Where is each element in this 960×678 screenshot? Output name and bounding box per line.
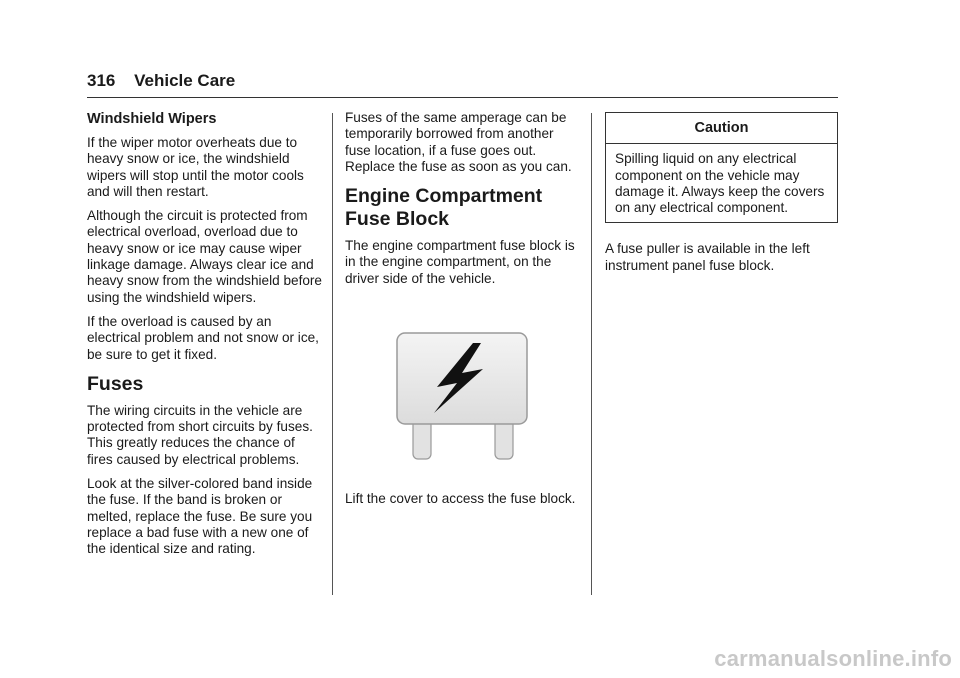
fuse-lightning-icon (345, 325, 580, 475)
column-divider-1 (332, 113, 333, 595)
engine-fuse-block-heading: Engine Compartment Fuse Block (345, 185, 543, 231)
column-1 (87, 110, 322, 566)
watermark: carmanualsonline.info (714, 646, 952, 671)
fuses-paragraph-1: The wiring circuits in the vehicle are protected from short circuits by fuses. This greatly reduces the chance of fires caused by electrical problems. (87, 402, 313, 467)
fuses-paragraph-2: Look at the silver-colored band inside the fuse. If the band is broken or melted, replace the fuse. Be sure you replace a bad fuse with a new one of the identical size and rating. (87, 476, 313, 557)
column-3 (605, 110, 838, 282)
engine-fuse-block-paragraph: The engine compartment fuse block is in the engine compartment, on the driver side of the vehicle. (345, 238, 575, 286)
lift-cover-paragraph: Lift the cover to access the fuse block. (345, 491, 576, 507)
fuses-heading: Fuses (87, 372, 144, 395)
header-rule (87, 97, 838, 98)
wipers-paragraph-3: If the overload is caused by an electrical problem and not snow or ice, be sure to get it fixed. (87, 313, 319, 362)
caution-text: Spilling liquid on any electrical component on the vehicle may damage it. Always keep the covers on any electrical component. (615, 151, 825, 216)
column-2 (345, 110, 580, 516)
page-header (87, 71, 235, 91)
caution-title: Caution (606, 113, 837, 144)
wipers-heading: Windshield Wipers (87, 111, 217, 127)
section-title: Vehicle Care (134, 71, 236, 90)
page-number: 316 (87, 71, 116, 90)
column-divider-2 (591, 113, 592, 595)
fuse-puller-paragraph: A fuse puller is available in the left instrument panel fuse block. (605, 241, 810, 273)
borrow-fuse-paragraph: Fuses of the same amperage can be temporarily borrowed from another fuse location, if a fuse goes out. Replace the fuse as soon as you can. (345, 110, 572, 174)
wipers-paragraph-1: If the wiper motor overheats due to heavy snow or ice, the windshield wipers will stop until the motor cools and will then restart. (87, 135, 304, 199)
caution-box (605, 112, 838, 223)
wipers-paragraph-2: Although the circuit is protected from electrical overload, overload due to heavy snow or ice may cause wiper linkage damage. Always clear ice and heavy snow from the windshield before using the windshield wipers. (87, 208, 322, 305)
